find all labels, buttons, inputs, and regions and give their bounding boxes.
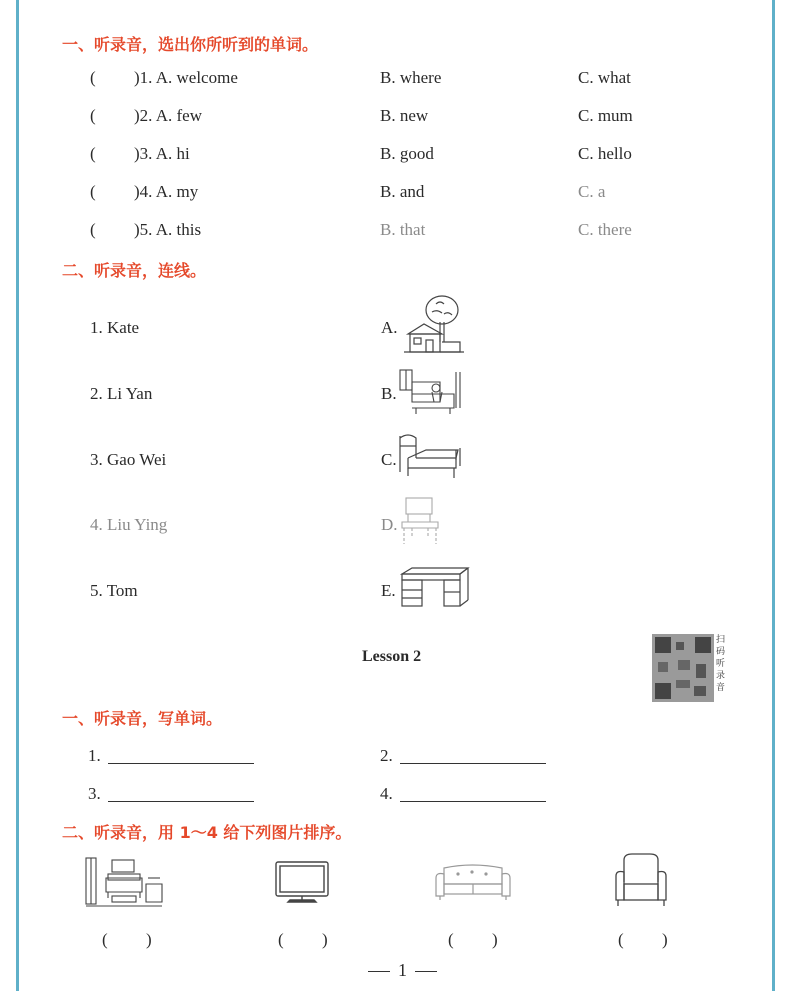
page-number <box>360 960 445 981</box>
order-paren-left-3[interactable]: ( <box>448 930 454 949</box>
bed-picture[interactable] <box>396 432 462 482</box>
armchair-picture[interactable] <box>614 852 668 910</box>
lesson-title: Lesson 2 <box>362 648 422 665</box>
order-paren-right-2: ) <box>322 930 328 949</box>
answer-paren[interactable]: ( <box>90 106 96 125</box>
page-frame-left <box>16 0 19 991</box>
option-c: C. a <box>578 182 606 201</box>
option-b: B. new <box>380 106 429 125</box>
section4-heading: 二、听录音，用 1～4 给下列图片排序。 <box>62 823 352 842</box>
option-a: )3. A. hi <box>134 144 190 163</box>
bedroom-picture[interactable] <box>398 368 462 416</box>
section1-heading: 一、听录音，选出你所听到的单词。 <box>62 35 319 54</box>
name-gao-wei[interactable]: 3. Gao Wei <box>90 450 167 469</box>
television-picture[interactable] <box>274 860 330 906</box>
letter-a: A. <box>381 318 398 337</box>
option-b: B. good <box>380 144 434 163</box>
letter-c: C. <box>381 450 397 469</box>
option-b: B. that <box>380 220 426 239</box>
option-a: )4. A. my <box>134 182 199 201</box>
option-a: )1. A. welcome <box>134 68 238 87</box>
sofa-picture[interactable] <box>434 862 512 902</box>
desk-picture[interactable] <box>398 566 470 610</box>
order-paren-left-1[interactable]: ( <box>102 930 108 949</box>
option-b: B. and <box>380 182 425 201</box>
blank-label-4: 4. <box>380 784 393 803</box>
letter-d: D. <box>381 515 398 534</box>
section2-heading: 二、听录音，连线。 <box>62 261 207 280</box>
blank-label-1: 1. <box>88 746 101 765</box>
option-b: B. where <box>380 68 442 87</box>
page-frame-right <box>772 0 775 991</box>
page-number-value: 1 <box>398 960 407 980</box>
option-c: C. hello <box>578 144 632 163</box>
answer-blank-3[interactable] <box>108 801 254 802</box>
name-tom[interactable]: 5. Tom <box>90 581 138 600</box>
qr-label: 扫码听录音 <box>716 635 726 693</box>
answer-paren[interactable]: ( <box>90 220 96 239</box>
order-paren-left-4[interactable]: ( <box>618 930 624 949</box>
name-kate[interactable]: 1. Kate <box>90 318 140 337</box>
option-a: )5. A. this <box>134 220 202 239</box>
order-paren-left-2[interactable]: ( <box>278 930 284 949</box>
option-c: C. mum <box>578 106 633 125</box>
living-room-picture[interactable] <box>84 856 164 910</box>
letter-e: E. <box>381 581 396 600</box>
option-c: C. what <box>578 68 631 87</box>
order-paren-right-4: ) <box>662 930 668 949</box>
answer-blank-4[interactable] <box>400 801 546 802</box>
option-c: C. there <box>578 220 632 239</box>
section3-heading: 一、听录音，写单词。 <box>62 709 223 728</box>
answer-paren[interactable]: ( <box>90 68 96 87</box>
page-number-dash-left <box>368 971 390 972</box>
chair-picture[interactable] <box>396 494 446 552</box>
name-liu-ying[interactable]: 4. Liu Ying <box>90 515 168 534</box>
page-number-dash-right <box>415 971 437 972</box>
letter-b: B. <box>381 384 397 403</box>
answer-paren[interactable]: ( <box>90 182 96 201</box>
answer-blank-1[interactable] <box>108 763 254 764</box>
qr-code[interactable] <box>652 634 714 702</box>
answer-paren[interactable]: ( <box>90 144 96 163</box>
blank-label-2: 2. <box>380 746 393 765</box>
name-li-yan[interactable]: 2. Li Yan <box>90 384 153 403</box>
order-paren-right-3: ) <box>492 930 498 949</box>
option-a: )2. A. few <box>134 106 202 125</box>
answer-blank-2[interactable] <box>400 763 546 764</box>
order-paren-right-1: ) <box>146 930 152 949</box>
house-picture[interactable] <box>402 294 466 356</box>
blank-label-3: 3. <box>88 784 101 803</box>
